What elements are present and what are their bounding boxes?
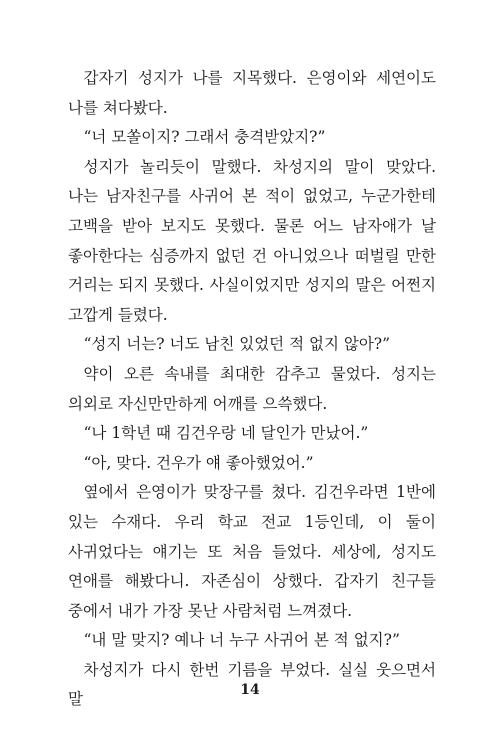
paragraph: 옆에서 은영이가 맞장구를 쳤다. 김건우라면 1반에 있는 수재다. 우리 학교 전교 1등인데, 이 둘이 사귀었다는 얘기는 또 처음 들었다. 세상에, 성지도 연애를 해봤다니. 자존심이 상했다. 갑자기 친구들 중에서 내가 가장 못난 사람처럼 느껴졌다. bbox=[68, 483, 436, 620]
paragraph: 성지가 놀리듯이 말했다. 차성지의 말이 맞았다. 나는 남자친구를 사귀어 본 적이 없었고, 누군가한테 고백을 받아 보지도 못했다. 물론 어느 남자애가 날 좋아한다는 심증까지 없던 건 아니었으나 떠벌릴 만한 거리는 되지 못했다. 사실이었지만 성지의 말은 어쩐지 고깝게 들렸다. bbox=[68, 157, 436, 324]
paragraph: “내 말 맞지? 예나 너 누구 사귀어 본 적 없지?” bbox=[83, 631, 400, 650]
paragraph: 차성지가 다시 한번 기름을 부었다. 실실 웃으면서 말 bbox=[68, 660, 436, 709]
paragraph: “너 모쏠이지? 그래서 충격받았지?” bbox=[83, 128, 326, 147]
paragraph: “성지 너는? 너도 남친 있었던 적 없지 않아?” bbox=[83, 335, 391, 354]
page-number: 14 bbox=[240, 682, 260, 698]
paragraph: “아, 맞다. 건우가 얘 좋아했었어.” bbox=[83, 453, 314, 472]
paragraph: 갑자기 성지가 나를 지목했다. 은영이와 세연이도 나를 쳐다봤다. bbox=[68, 69, 436, 117]
paragraph: “나 1학년 때 김건우랑 네 달인가 만났어.” bbox=[83, 424, 369, 443]
paragraph: 약이 오른 속내를 최대한 감추고 물었다. 성지는 의외로 자신만만하게 어깨를 으쓱했다. bbox=[68, 364, 436, 413]
body-text bbox=[68, 64, 436, 715]
